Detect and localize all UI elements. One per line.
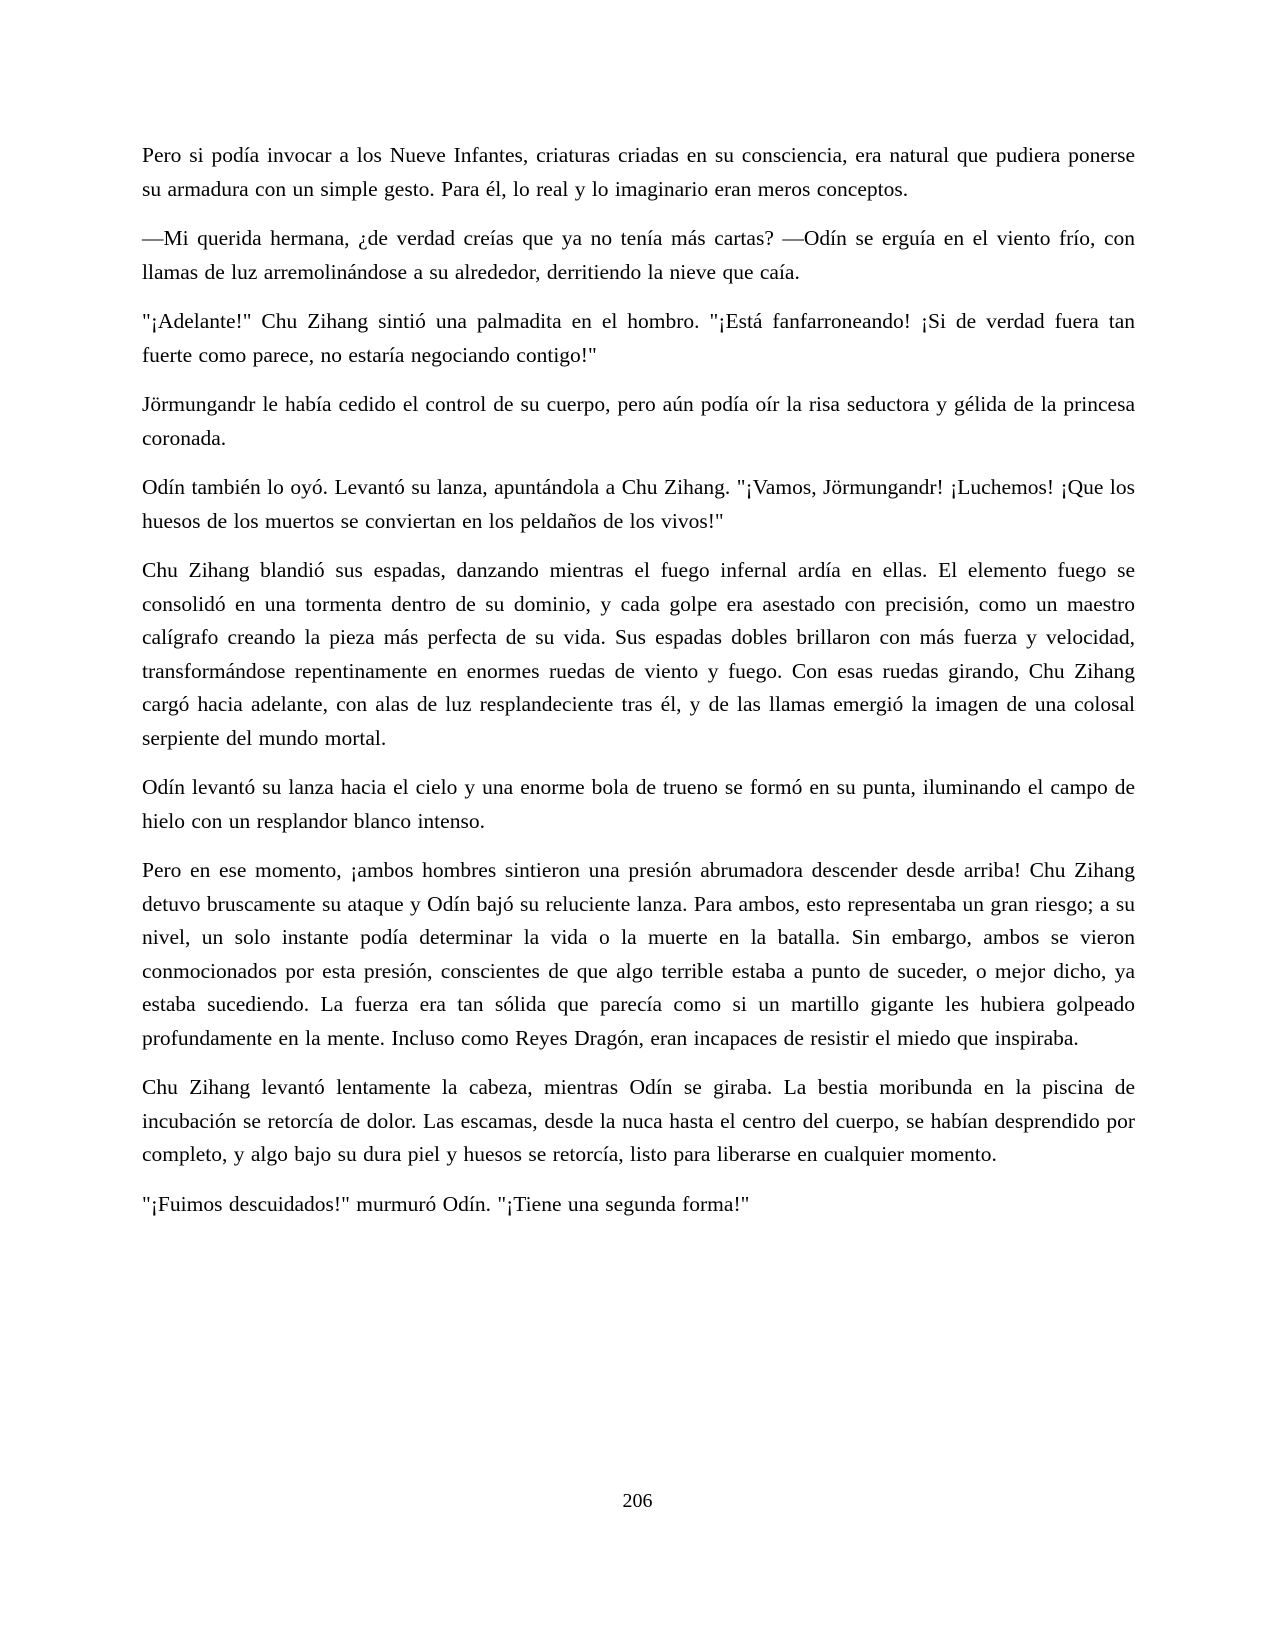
paragraph: Odín levantó su lanza hacia el cielo y una enorme bola de trueno se formó en su punta, iluminando el campo de hielo con un resplandor blanco intenso.: [142, 775, 1135, 833]
paragraph: "¡Adelante!" Chu Zihang sintió una palmadita en el hombro. "¡Está fanfarroneando! ¡Si de verdad fuera tan fuerte como parece, no estaría negociando contigo!": [142, 309, 1135, 367]
paragraph: Odín también lo oyó. Levantó su lanza, apuntándola a Chu Zihang. "¡Vamos, Jörmungandr! ¡Luchemos! ¡Que los huesos de los muertos se conviertan en los peldaños de los vivos!": [142, 475, 1135, 533]
paragraph: Chu Zihang levantó lentamente la cabeza, mientras Odín se giraba. La bestia moribunda en la piscina de incubación se retorcía de dolor. Las escamas, desde la nuca hasta el centro del cuerpo, se habían desprendido por completo, y algo bajo su dura piel y huesos se retorcía, listo para liberarse en cualquier momento.: [142, 1075, 1135, 1166]
paragraph: Chu Zihang blandió sus espadas, danzando mientras el fuego infernal ardía en ellas. El elemento fuego se consolidó en una tormenta dentro de su dominio, y cada golpe era asestado con precisión, como un maestro calígrafo creando la pieza más perfecta de su vida. Sus espadas dobles brillaron con más fuerza y velocidad, transformándose repentinamente en enormes ruedas de viento y fuego. Con esas ruedas girando, Chu Zihang cargó hacia adelante, con alas de luz resplandeciente tras él, y de las llamas emergió la imagen de una colosal serpiente del mundo mortal.: [142, 558, 1135, 750]
paragraph: Pero en ese momento, ¡ambos hombres sintieron una presión abrumadora descender desde arriba! Chu Zihang detuvo bruscamente su ataque y Odín bajó su reluciente lanza. Para ambos, esto representaba un gran riesgo; a su nivel, un solo instante podía determinar la vida o la muerte en la batalla. Sin embargo, ambos se vieron conmocionados por esta presión, conscientes de que algo terrible estaba a punto de suceder, o mejor dicho, ya estaba sucediendo. La fuerza era tan sólida que parecía como si un martillo gigante les hubiera golpeado profundamente en la mente. Incluso como Reyes Dragón, eran incapaces de resistir el miedo que inspiraba.: [142, 858, 1135, 1050]
page-content: [142, 139, 1135, 1237]
paragraph: "¡Fuimos descuidados!" murmuró Odín. "¡Tiene una segunda forma!": [142, 1191, 750, 1216]
page-number: 206: [622, 1490, 653, 1512]
paragraph: —Mi querida hermana, ¿de verdad creías que ya no tenía más cartas? —Odín se erguía en el viento frío, con llamas de luz arremolinándose a su alrededor, derritiendo la nieve que caía.: [142, 226, 1135, 284]
paragraph: Pero si podía invocar a los Nueve Infantes, criaturas criadas en su consciencia, era natural que pudiera ponerse su armadura con un simple gesto. Para él, lo real y lo imaginario eran meros conceptos.: [142, 143, 1135, 201]
paragraph: Jörmungandr le había cedido el control de su cuerpo, pero aún podía oír la risa seductora y gélida de la princesa coronada.: [142, 392, 1135, 450]
